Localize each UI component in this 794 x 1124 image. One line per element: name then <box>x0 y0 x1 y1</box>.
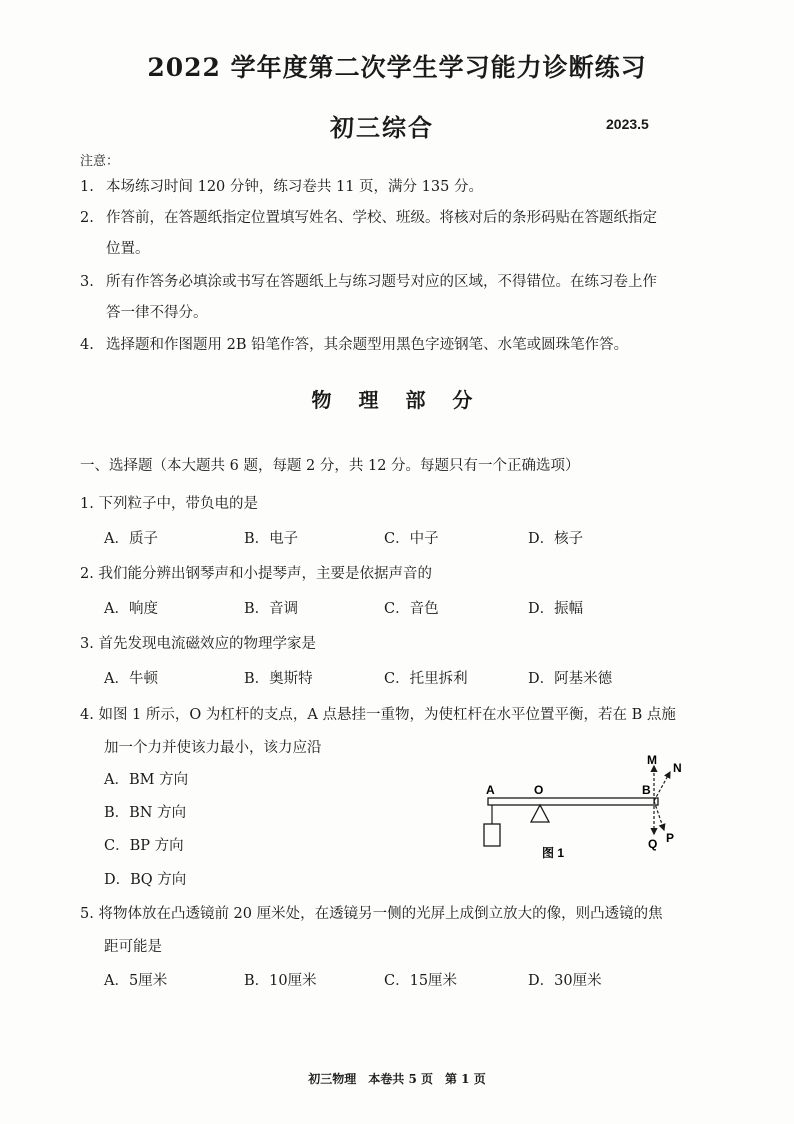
option-b: B．10厘米 <box>244 973 317 989</box>
notes-heading: 注意： <box>80 154 120 169</box>
label-p: P <box>666 831 675 845</box>
option-b: B．BN 方向 <box>104 805 187 821</box>
fulcrum <box>531 805 549 822</box>
option-c: C．托里拆利 <box>384 671 468 687</box>
option-d: D．BQ 方向 <box>104 872 187 888</box>
label-a: A <box>486 783 495 797</box>
note-number: 3. <box>80 274 94 290</box>
note-number: 4. <box>80 337 94 353</box>
option-a: A．牛顿 <box>104 671 158 687</box>
question-stem: 1. 下列粒子中，带负电的是 <box>80 496 258 512</box>
question-stem-continued: 距可能是 <box>104 939 162 955</box>
option-a: A．BM 方向 <box>104 772 189 788</box>
question-stem: 2. 我们能分辨出钢琴声和小提琴声，主要是依据声音的 <box>80 566 432 582</box>
question-stem-continued: 加一个力并使该力最小，该力应沿 <box>104 740 322 756</box>
label-q: Q <box>648 837 658 851</box>
label-n: N <box>673 761 682 775</box>
question-stem: 5. 将物体放在凸透镜前 20 厘米处，在透镜另一侧的光屏上成倒立放大的像，则凸透镜的焦 <box>80 906 663 922</box>
note-number: 1. <box>80 179 94 195</box>
note-text-continued: 位置。 <box>106 241 150 257</box>
option-b: B．电子 <box>244 531 299 547</box>
section-title: 物 理 部 分 <box>311 388 483 412</box>
option-c: C．15厘米 <box>384 973 458 989</box>
note-text: 所有作答务必填涂或书写在答题纸上与练习题号对应的区域，不得错位。在练习卷上作 <box>106 274 657 290</box>
arrow-bn <box>654 772 670 801</box>
option-c: C．中子 <box>384 531 439 547</box>
note-text-continued: 答一律不得分。 <box>106 305 208 321</box>
option-c: C．音色 <box>384 601 439 617</box>
note-item <box>80 172 483 202</box>
part-heading: 一、选择题（本大题共 6 题，每题 2 分，共 12 分。每题只有一个正确选项） <box>80 458 580 474</box>
figure-caption: 图 1 <box>542 846 565 860</box>
lever-bar <box>488 798 658 805</box>
option-b: B．音调 <box>244 601 299 617</box>
option-a: A．响度 <box>104 601 158 617</box>
note-text: 选择题和作图题用 2B 铅笔作答，其余题型用黑色字迹钢笔、水笔或圆珠笔作答。 <box>106 337 629 353</box>
weight <box>484 824 500 846</box>
exam-date: 2023.5 <box>606 116 649 132</box>
option-d: D．核子 <box>528 531 584 547</box>
note-item <box>80 330 628 360</box>
note-number: 2. <box>80 210 94 226</box>
note-item <box>80 203 657 233</box>
lever-figure <box>470 752 700 870</box>
option-d: D．振幅 <box>528 601 584 617</box>
option-d: D．阿基米德 <box>528 671 613 687</box>
option-d: D．30厘米 <box>528 973 602 989</box>
question-stem: 3. 首先发现电流磁效应的物理学家是 <box>80 636 316 652</box>
note-text: 作答前，在答题纸指定位置填写姓名、学校、班级。将核对后的条形码贴在答题纸指定 <box>106 210 657 226</box>
exam-subtitle: 初三综合 <box>330 113 434 142</box>
exam-title: 2022 学年度第二次学生学习能力诊断练习 <box>147 53 647 82</box>
option-c: C．BP 方向 <box>104 838 184 854</box>
option-a: A．质子 <box>104 531 158 547</box>
label-m: M <box>647 753 657 767</box>
question-stem: 4. 如图 1 所示，O 为杠杆的支点，A 点悬挂一重物，为使杠杆在水平位置平衡，若在 B 点施 <box>80 707 676 723</box>
label-o: O <box>534 783 544 797</box>
page-footer: 初三物理 本卷共 5 页 第 1 页 <box>308 1072 486 1086</box>
option-b: B．奥斯特 <box>244 671 313 687</box>
label-b: B <box>642 783 651 797</box>
note-item <box>80 267 657 297</box>
note-text: 本场练习时间 120 分钟，练习卷共 11 页，满分 135 分。 <box>106 179 483 195</box>
option-a: A．5厘米 <box>104 973 168 989</box>
